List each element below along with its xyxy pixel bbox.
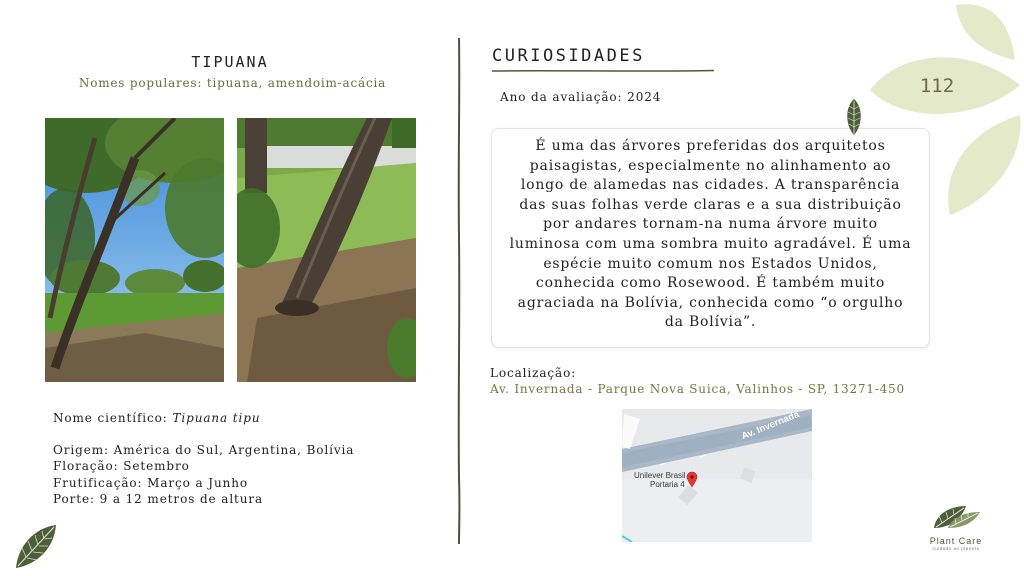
curiosities-underline — [492, 68, 714, 74]
scientific-name-label: Nome científico: — [53, 411, 168, 425]
scientific-name-line — [53, 411, 260, 425]
leaf-cluster-decoration-icon — [860, 0, 1024, 225]
plant-title: TIPUANA — [191, 53, 269, 71]
map-poi-line1: Unilever Brasil — [634, 471, 686, 480]
tree-photo-trunk — [237, 118, 416, 382]
location-map[interactable] — [622, 409, 812, 542]
flowering: Floração: Setembro — [53, 459, 190, 473]
small-leaf-icon — [843, 97, 865, 137]
plant-care-logo-icon — [928, 502, 984, 532]
tree-photo-canopy — [45, 118, 224, 382]
popular-names: Nomes populares: tipuana, amendoim-acácia — [78, 76, 387, 90]
plant-care-logo — [922, 502, 990, 551]
map-road-label: Av. Invernada — [740, 409, 801, 443]
fruiting: Frutificação: Março a Junho — [53, 476, 248, 490]
page-number: 112 — [919, 75, 955, 97]
location-address: Av. Invernada - Parque Nova Suica, Valinhos - SP, 13271-450 — [490, 382, 905, 396]
curiosities-text: É uma das árvores preferidas dos arquitetos paisagistas, especialmente no alinhamento ao longo de alamedas nas cidades. A transparência das suas folhas verde claras e a sua distribuição por andares tornam-na numa árvore muito luminosa com uma sombra muito agradável. É uma espécie muito comum nos Estados Unidos, conhecida como Rosewood. É também muito agraciada na Bolívia, conhecida como “o orgulho da Bolívia”. — [509, 138, 912, 331]
leaf-decoration-bottom-left-icon — [12, 522, 60, 570]
curiosities-title: CURIOSIDADES — [492, 46, 645, 66]
size: Porte: 9 a 12 metros de altura — [53, 492, 264, 506]
logo-name: Plant Care — [929, 536, 983, 546]
map-poi-line2: Portaria 4 — [650, 480, 685, 489]
column-divider — [455, 38, 463, 544]
scientific-name: Tipuana tipu — [172, 411, 261, 425]
origin: Origem: América do Sul, Argentina, Bolívia — [53, 443, 355, 457]
map-pin-icon[interactable] — [686, 471, 698, 488]
logo-tagline: cuidado ao planeta — [932, 546, 980, 551]
evaluation-year: Ano da avaliação: 2024 — [500, 90, 662, 104]
location-label: Localização: — [490, 366, 577, 380]
